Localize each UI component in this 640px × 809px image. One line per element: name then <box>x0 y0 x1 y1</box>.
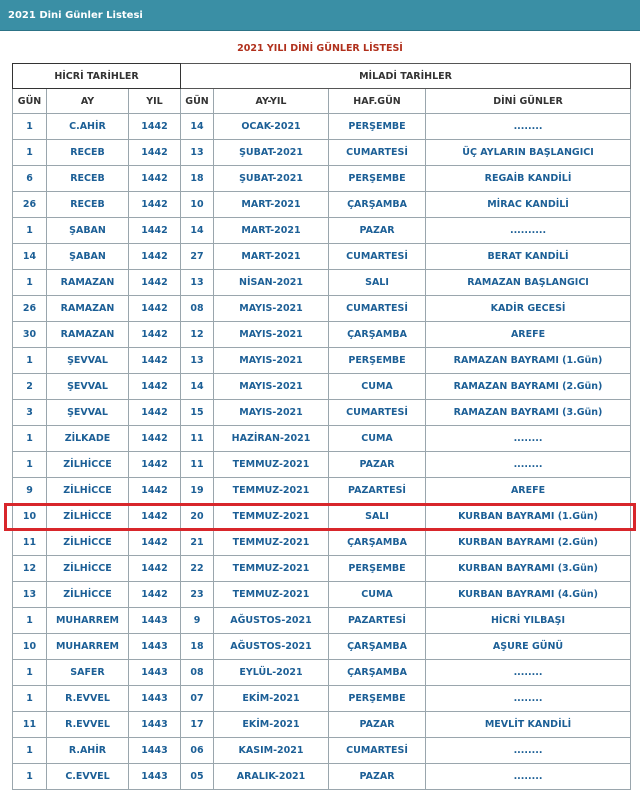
month-year-cell: MART-2021 <box>214 218 329 244</box>
miladi-day-cell: 15 <box>181 400 214 426</box>
religious-day-cell: RAMAZAN BAYRAMI (2.Gün) <box>426 374 631 400</box>
table-row <box>13 764 631 790</box>
weekday-cell: SALI <box>329 504 426 530</box>
religious-day-cell: RAMAZAN BAYRAMI (1.Gün) <box>426 348 631 374</box>
religious-day-cell: ........ <box>426 426 631 452</box>
month-year-cell: MART-2021 <box>214 192 329 218</box>
hicri-year-cell: 1443 <box>129 764 181 790</box>
table-row <box>13 582 631 608</box>
hicri-day-cell: 9 <box>13 478 47 504</box>
weekday-cell: PAZARTESİ <box>329 608 426 634</box>
hicri-year-cell: 1442 <box>129 374 181 400</box>
weekday-cell: CUMARTESİ <box>329 140 426 166</box>
weekday-cell: ÇARŞAMBA <box>329 660 426 686</box>
hicri-year-cell: 1442 <box>129 582 181 608</box>
miladi-day-cell: 14 <box>181 114 214 140</box>
hicri-day-cell: 1 <box>13 348 47 374</box>
miladi-day-cell: 17 <box>181 712 214 738</box>
religious-day-cell: MEVLİT KANDİLİ <box>426 712 631 738</box>
religious-day-cell: ........ <box>426 686 631 712</box>
hicri-day-cell: 1 <box>13 114 47 140</box>
weekday-cell: CUMARTESİ <box>329 400 426 426</box>
hicri-day-cell: 12 <box>13 556 47 582</box>
table-row <box>13 244 631 270</box>
hicri-day-cell: 1 <box>13 738 47 764</box>
table-row <box>13 400 631 426</box>
hicri-month-cell: R.EVVEL <box>47 712 129 738</box>
col-header-religious-day: DİNİ GÜNLER <box>426 89 631 114</box>
religious-day-cell: RAMAZAN BAŞLANGICI <box>426 270 631 296</box>
hicri-year-cell: 1442 <box>129 426 181 452</box>
religious-day-cell: AREFE <box>426 478 631 504</box>
weekday-cell: CUMA <box>329 582 426 608</box>
hicri-month-cell: ŞEVVAL <box>47 400 129 426</box>
religious-day-cell: ÜÇ AYLARIN BAŞLANGICI <box>426 140 631 166</box>
religious-day-cell: KURBAN BAYRAMI (4.Gün) <box>426 582 631 608</box>
miladi-day-cell: 13 <box>181 270 214 296</box>
column-header-row <box>13 89 631 114</box>
weekday-cell: PERŞEMBE <box>329 166 426 192</box>
hicri-month-cell: C.EVVEL <box>47 764 129 790</box>
table-row <box>13 192 631 218</box>
hicri-month-cell: ZİLHİCCE <box>47 530 129 556</box>
religious-day-cell: REGAİB KANDİLİ <box>426 166 631 192</box>
table-row <box>13 114 631 140</box>
hicri-month-cell: RAMAZAN <box>47 322 129 348</box>
month-year-cell: KASIM-2021 <box>214 738 329 764</box>
hicri-year-cell: 1442 <box>129 452 181 478</box>
hicri-year-cell: 1442 <box>129 556 181 582</box>
hicri-month-cell: SAFER <box>47 660 129 686</box>
hicri-year-cell: 1443 <box>129 608 181 634</box>
religious-day-cell: ........ <box>426 764 631 790</box>
month-year-cell: NİSAN-2021 <box>214 270 329 296</box>
miladi-day-cell: 06 <box>181 738 214 764</box>
hicri-group-header: HİCRİ TARİHLER <box>13 64 181 89</box>
hicri-year-cell: 1443 <box>129 686 181 712</box>
month-year-cell: MART-2021 <box>214 244 329 270</box>
hicri-year-cell: 1443 <box>129 738 181 764</box>
month-year-cell: OCAK-2021 <box>214 114 329 140</box>
hicri-year-cell: 1442 <box>129 322 181 348</box>
hicri-day-cell: 11 <box>13 530 47 556</box>
hicri-month-cell: MUHARREM <box>47 608 129 634</box>
table-row <box>13 608 631 634</box>
group-header-row <box>13 64 631 89</box>
hicri-day-cell: 30 <box>13 322 47 348</box>
weekday-cell: PERŞEMBE <box>329 114 426 140</box>
hicri-year-cell: 1442 <box>129 140 181 166</box>
miladi-day-cell: 19 <box>181 478 214 504</box>
weekday-cell: CUMARTESİ <box>329 738 426 764</box>
month-year-cell: TEMMUZ-2021 <box>214 530 329 556</box>
table-row <box>13 660 631 686</box>
religious-day-cell: KADİR GECESİ <box>426 296 631 322</box>
col-header-month-year: AY-YIL <box>214 89 329 114</box>
hicri-month-cell: ŞABAN <box>47 218 129 244</box>
hicri-day-cell: 1 <box>13 426 47 452</box>
miladi-day-cell: 20 <box>181 504 214 530</box>
month-year-cell: TEMMUZ-2021 <box>214 478 329 504</box>
miladi-day-cell: 05 <box>181 764 214 790</box>
miladi-day-cell: 18 <box>181 634 214 660</box>
hicri-month-cell: RECEB <box>47 192 129 218</box>
miladi-day-cell: 10 <box>181 192 214 218</box>
miladi-day-cell: 07 <box>181 686 214 712</box>
weekday-cell: CUMARTESİ <box>329 244 426 270</box>
hicri-day-cell: 26 <box>13 192 47 218</box>
miladi-day-cell: 18 <box>181 166 214 192</box>
month-year-cell: HAZİRAN-2021 <box>214 426 329 452</box>
weekday-cell: ÇARŞAMBA <box>329 634 426 660</box>
weekday-cell: PAZARTESİ <box>329 478 426 504</box>
weekday-cell: PERŞEMBE <box>329 686 426 712</box>
miladi-day-cell: 08 <box>181 660 214 686</box>
hicri-day-cell: 13 <box>13 582 47 608</box>
weekday-cell: CUMA <box>329 426 426 452</box>
window-titlebar <box>0 0 640 31</box>
col-header-hicri-month: AY <box>47 89 129 114</box>
hicri-day-cell: 14 <box>13 244 47 270</box>
table-row <box>13 712 631 738</box>
hicri-year-cell: 1442 <box>129 270 181 296</box>
month-year-cell: TEMMUZ-2021 <box>214 504 329 530</box>
weekday-cell: PAZAR <box>329 712 426 738</box>
hicri-year-cell: 1442 <box>129 296 181 322</box>
table-row <box>13 452 631 478</box>
hicri-month-cell: ZİLHİCCE <box>47 452 129 478</box>
religious-days-table <box>12 63 631 790</box>
religious-day-cell: KURBAN BAYRAMI (3.Gün) <box>426 556 631 582</box>
hicri-day-cell: 1 <box>13 140 47 166</box>
col-header-miladi-day: GÜN <box>181 89 214 114</box>
table-row <box>13 738 631 764</box>
religious-day-cell: AREFE <box>426 322 631 348</box>
weekday-cell: CUMARTESİ <box>329 296 426 322</box>
miladi-day-cell: 14 <box>181 218 214 244</box>
hicri-year-cell: 1442 <box>129 244 181 270</box>
miladi-day-cell: 08 <box>181 296 214 322</box>
table-row <box>13 530 631 556</box>
religious-day-cell: HİCRİ YILBAŞI <box>426 608 631 634</box>
miladi-day-cell: 13 <box>181 140 214 166</box>
table-row <box>13 478 631 504</box>
weekday-cell: PERŞEMBE <box>329 556 426 582</box>
month-year-cell: AĞUSTOS-2021 <box>214 634 329 660</box>
month-year-cell: MAYIS-2021 <box>214 348 329 374</box>
month-year-cell: AĞUSTOS-2021 <box>214 608 329 634</box>
table-row <box>13 504 631 530</box>
col-header-hicri-day: GÜN <box>13 89 47 114</box>
table-row <box>13 296 631 322</box>
religious-day-cell: BERAT KANDİLİ <box>426 244 631 270</box>
miladi-day-cell: 13 <box>181 348 214 374</box>
hicri-month-cell: ŞEVVAL <box>47 348 129 374</box>
weekday-cell: PERŞEMBE <box>329 348 426 374</box>
weekday-cell: CUMA <box>329 374 426 400</box>
table-row <box>13 166 631 192</box>
hicri-year-cell: 1442 <box>129 166 181 192</box>
weekday-cell: PAZAR <box>329 764 426 790</box>
hicri-year-cell: 1442 <box>129 400 181 426</box>
hicri-day-cell: 1 <box>13 270 47 296</box>
hicri-month-cell: ZİLHİCCE <box>47 478 129 504</box>
col-header-hicri-year: YIL <box>129 89 181 114</box>
religious-day-cell: RAMAZAN BAYRAMI (3.Gün) <box>426 400 631 426</box>
religious-day-cell: ........ <box>426 660 631 686</box>
weekday-cell: ÇARŞAMBA <box>329 322 426 348</box>
hicri-month-cell: R.AHİR <box>47 738 129 764</box>
hicri-month-cell: C.AHİR <box>47 114 129 140</box>
miladi-day-cell: 23 <box>181 582 214 608</box>
month-year-cell: TEMMUZ-2021 <box>214 582 329 608</box>
hicri-month-cell: RAMAZAN <box>47 296 129 322</box>
hicri-day-cell: 3 <box>13 400 47 426</box>
table-row <box>13 140 631 166</box>
table-row <box>13 348 631 374</box>
miladi-day-cell: 27 <box>181 244 214 270</box>
weekday-cell: SALI <box>329 270 426 296</box>
hicri-month-cell: RECEB <box>47 166 129 192</box>
religious-day-cell: AŞURE GÜNÜ <box>426 634 631 660</box>
miladi-day-cell: 21 <box>181 530 214 556</box>
hicri-month-cell: R.EVVEL <box>47 686 129 712</box>
hicri-day-cell: 1 <box>13 764 47 790</box>
hicri-month-cell: ŞEVVAL <box>47 374 129 400</box>
hicri-month-cell: RECEB <box>47 140 129 166</box>
hicri-day-cell: 1 <box>13 218 47 244</box>
weekday-cell: PAZAR <box>329 452 426 478</box>
hicri-day-cell: 2 <box>13 374 47 400</box>
month-year-cell: MAYIS-2021 <box>214 322 329 348</box>
hicri-day-cell: 1 <box>13 452 47 478</box>
month-year-cell: TEMMUZ-2021 <box>214 556 329 582</box>
hicri-year-cell: 1442 <box>129 478 181 504</box>
hicri-year-cell: 1442 <box>129 114 181 140</box>
hicri-year-cell: 1443 <box>129 634 181 660</box>
religious-day-cell: KURBAN BAYRAMI (1.Gün) <box>426 504 631 530</box>
month-year-cell: TEMMUZ-2021 <box>214 452 329 478</box>
hicri-month-cell: ZİLHİCCE <box>47 582 129 608</box>
month-year-cell: ŞUBAT-2021 <box>214 140 329 166</box>
month-year-cell: EYLÜL-2021 <box>214 660 329 686</box>
hicri-day-cell: 10 <box>13 634 47 660</box>
hicri-day-cell: 1 <box>13 608 47 634</box>
hicri-year-cell: 1442 <box>129 192 181 218</box>
table-row <box>13 374 631 400</box>
miladi-day-cell: 22 <box>181 556 214 582</box>
hicri-month-cell: MUHARREM <box>47 634 129 660</box>
weekday-cell: ÇARŞAMBA <box>329 192 426 218</box>
hicri-month-cell: RAMAZAN <box>47 270 129 296</box>
religious-day-cell: KURBAN BAYRAMI (2.Gün) <box>426 530 631 556</box>
miladi-day-cell: 14 <box>181 374 214 400</box>
hicri-day-cell: 1 <box>13 686 47 712</box>
hicri-month-cell: ŞABAN <box>47 244 129 270</box>
hicri-year-cell: 1442 <box>129 218 181 244</box>
miladi-day-cell: 12 <box>181 322 214 348</box>
hicri-day-cell: 6 <box>13 166 47 192</box>
miladi-group-header: MİLADİ TARİHLER <box>181 64 631 89</box>
hicri-year-cell: 1442 <box>129 530 181 556</box>
religious-day-cell: ........ <box>426 738 631 764</box>
table-row <box>13 634 631 660</box>
hicri-day-cell: 26 <box>13 296 47 322</box>
weekday-cell: PAZAR <box>329 218 426 244</box>
hicri-year-cell: 1442 <box>129 504 181 530</box>
table-row <box>13 426 631 452</box>
hicri-day-cell: 1 <box>13 660 47 686</box>
window-title: 2021 Dini Günler Listesi <box>8 10 143 21</box>
miladi-day-cell: 11 <box>181 452 214 478</box>
month-year-cell: ŞUBAT-2021 <box>214 166 329 192</box>
religious-day-cell: ........ <box>426 452 631 478</box>
table-row <box>13 270 631 296</box>
table-wrapper <box>12 63 630 790</box>
weekday-cell: ÇARŞAMBA <box>329 530 426 556</box>
hicri-month-cell: ZİLKADE <box>47 426 129 452</box>
religious-day-cell: ........ <box>426 114 631 140</box>
page-title: 2021 YILI DİNİ GÜNLER LİSTESİ <box>237 43 403 54</box>
religious-day-cell: MİRAC KANDİLİ <box>426 192 631 218</box>
hicri-year-cell: 1443 <box>129 660 181 686</box>
hicri-month-cell: ZİLHİCCE <box>47 504 129 530</box>
month-year-cell: EKİM-2021 <box>214 712 329 738</box>
table-row <box>13 556 631 582</box>
hicri-day-cell: 11 <box>13 712 47 738</box>
hicri-year-cell: 1443 <box>129 712 181 738</box>
col-header-weekday: HAF.GÜN <box>329 89 426 114</box>
table-row <box>13 322 631 348</box>
miladi-day-cell: 11 <box>181 426 214 452</box>
hicri-month-cell: ZİLHİCCE <box>47 556 129 582</box>
month-year-cell: EKİM-2021 <box>214 686 329 712</box>
hicri-year-cell: 1442 <box>129 348 181 374</box>
month-year-cell: MAYIS-2021 <box>214 374 329 400</box>
table-row <box>13 686 631 712</box>
month-year-cell: ARALIK-2021 <box>214 764 329 790</box>
miladi-day-cell: 9 <box>181 608 214 634</box>
month-year-cell: MAYIS-2021 <box>214 400 329 426</box>
hicri-day-cell: 10 <box>13 504 47 530</box>
month-year-cell: MAYIS-2021 <box>214 296 329 322</box>
religious-day-cell: .......... <box>426 218 631 244</box>
table-row <box>13 218 631 244</box>
